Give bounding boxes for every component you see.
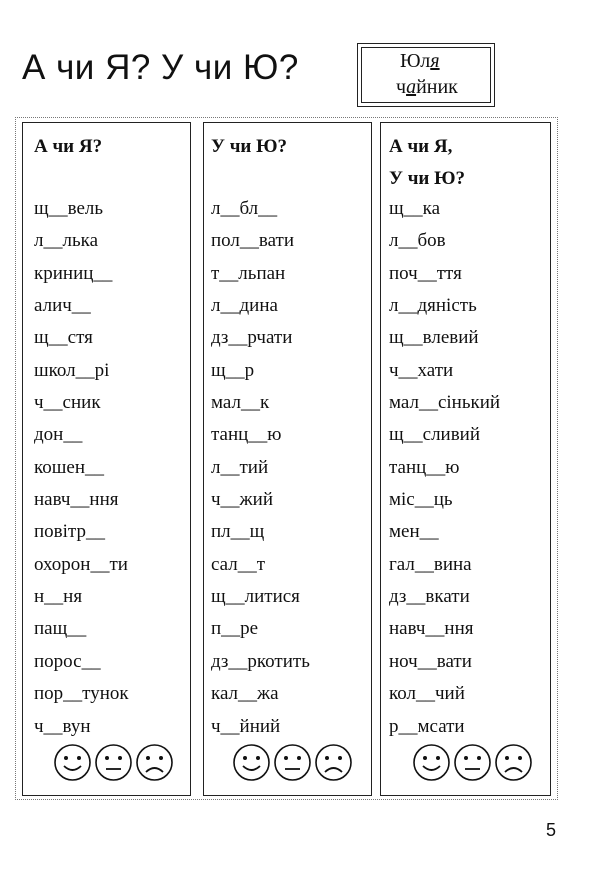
word-item: навч__ння xyxy=(389,618,474,640)
word-item: т__льпан xyxy=(211,262,286,284)
sad-face-icon[interactable] xyxy=(135,743,174,787)
word-item: пол__вати xyxy=(211,230,295,252)
column-heading-text: У чи Ю? xyxy=(211,136,287,157)
word-item: щ__ка xyxy=(389,198,441,219)
self-assessment-faces xyxy=(53,743,174,787)
hint-text: йник xyxy=(416,76,458,98)
word-item: танц__ю xyxy=(211,424,282,446)
happy-face-icon[interactable] xyxy=(412,743,451,787)
word-item: щ__р xyxy=(211,359,255,381)
word-item: охорон__ти xyxy=(34,553,128,575)
column-heading-text-2: У чи Ю? xyxy=(389,168,465,189)
word-item: л__бов xyxy=(389,230,446,252)
word-list xyxy=(211,193,310,743)
sad-face-icon[interactable] xyxy=(494,743,533,787)
hint-box xyxy=(357,43,495,107)
column-heading-text: А чи Я? xyxy=(34,136,103,157)
word-item: мал__к xyxy=(211,392,270,414)
happy-face-icon[interactable] xyxy=(232,743,271,787)
word-item: л__тий xyxy=(211,456,269,478)
hint-line-1 xyxy=(400,50,440,73)
word-item: кошен__ xyxy=(34,456,104,478)
word-item: дз__вкати xyxy=(389,586,470,608)
word-item: ч__вун xyxy=(34,715,91,737)
word-item: повітр__ xyxy=(34,521,105,543)
word-item: мал__сінький xyxy=(389,392,501,414)
neutral-face-icon[interactable] xyxy=(273,743,312,787)
word-item: щ__сливий xyxy=(389,424,481,446)
word-item: танц__ю xyxy=(389,456,460,478)
word-item: р__мсати xyxy=(389,715,465,737)
word-item: н__ня xyxy=(34,586,83,608)
column-a-ya xyxy=(22,122,191,796)
word-item: кал__жа xyxy=(211,683,279,705)
word-item: пор__тунок xyxy=(34,683,129,705)
word-item: навч__ння xyxy=(34,489,119,511)
word-item: ч__жий xyxy=(211,489,274,511)
word-list xyxy=(389,193,500,743)
word-item: сал__т xyxy=(211,553,266,575)
page-title: А чи Я? У чи Ю? xyxy=(22,48,299,87)
neutral-face-icon[interactable] xyxy=(94,743,133,787)
column-heading xyxy=(211,131,287,163)
word-item: ч__йний xyxy=(211,715,281,737)
hint-text: ч xyxy=(396,76,407,98)
word-item: дз__рчати xyxy=(211,327,293,349)
word-list xyxy=(34,193,129,743)
word-item: школ__рі xyxy=(34,359,110,381)
word-item: п__ре xyxy=(211,618,259,640)
column-mixed xyxy=(380,122,551,796)
word-item: ч__сник xyxy=(34,392,101,414)
word-item: міс__ць xyxy=(389,489,453,511)
word-item: л__лька xyxy=(34,230,99,252)
word-item: дз__ркотить xyxy=(211,650,310,672)
word-item: кол__чий xyxy=(389,683,465,705)
happy-face-icon[interactable] xyxy=(53,743,92,787)
word-item: поч__ття xyxy=(389,262,462,284)
column-heading xyxy=(34,131,102,163)
sad-face-icon[interactable] xyxy=(314,743,353,787)
word-item: пащ__ xyxy=(34,618,87,640)
column-heading xyxy=(389,131,465,195)
word-item: л__бл__ xyxy=(211,198,278,219)
word-item: гал__вина xyxy=(389,553,472,575)
word-item: криниц__ xyxy=(34,262,113,284)
word-item: щ__стя xyxy=(34,327,93,349)
word-item: л__дяність xyxy=(389,295,477,317)
hint-text: Юл xyxy=(400,50,431,72)
word-item: пл__щ xyxy=(211,521,265,543)
self-assessment-faces xyxy=(412,743,533,787)
word-item: ноч__вати xyxy=(389,650,472,672)
word-item: дон__ xyxy=(34,424,83,446)
column-u-yu xyxy=(203,122,372,796)
neutral-face-icon[interactable] xyxy=(453,743,492,787)
self-assessment-faces xyxy=(232,743,353,787)
word-item: щ__влевий xyxy=(389,327,479,349)
word-item: алич__ xyxy=(34,295,91,317)
hint-underlined-letter: а xyxy=(406,76,417,98)
hint-underlined-letter: я xyxy=(430,50,440,72)
word-item: щ__литися xyxy=(211,586,300,608)
page-number: 5 xyxy=(546,820,557,840)
word-item: ч__хати xyxy=(389,359,454,381)
word-item: щ__вель xyxy=(34,198,104,219)
column-heading-text: А чи Я, xyxy=(389,136,453,157)
hint-line-2 xyxy=(396,76,458,99)
word-item: порос__ xyxy=(34,650,101,672)
word-item: мен__ xyxy=(389,521,439,543)
word-item: л__дина xyxy=(211,295,278,317)
